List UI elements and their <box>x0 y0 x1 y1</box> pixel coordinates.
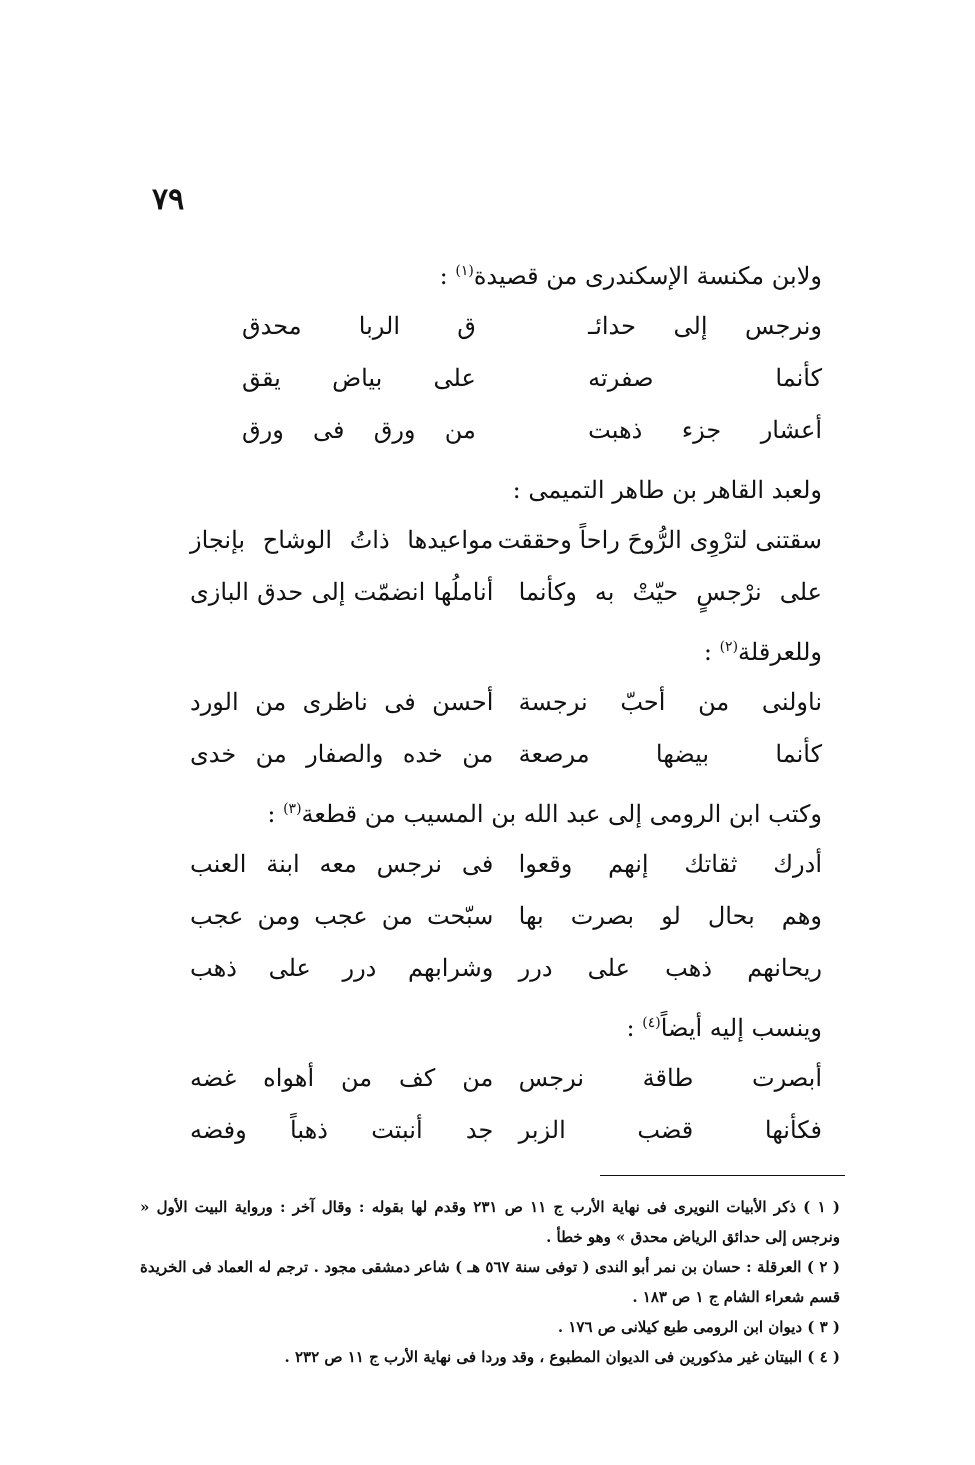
second-hemistich: على بياض يقق <box>242 364 476 392</box>
second-hemistich: أحسن فى ناظرى من الورد <box>190 688 494 716</box>
verse-couplet <box>190 1052 822 1104</box>
section-heading <box>190 780 822 838</box>
first-hemistich: كأنما صفرته <box>588 364 822 392</box>
heading-colon: : <box>512 476 529 504</box>
second-hemistich: من ورق فى ورق <box>242 416 476 444</box>
first-hemistich: ريحانهم ذهب على درر <box>518 954 822 982</box>
second-hemistich: مواعيدها ذاتُ الوشاح بإنجاز <box>190 526 494 554</box>
heading-text: ولعبد القاهر بن طاهر التميمى <box>528 476 822 504</box>
first-hemistich: فكأنها قضب الزبر <box>518 1116 822 1144</box>
first-hemistich: ناولنى من أحبّ نرجسة <box>518 688 822 716</box>
first-hemistich: أبصرت طاقة نرجس <box>518 1064 822 1092</box>
heading-colon: : <box>626 1014 643 1042</box>
section-heading <box>190 456 822 514</box>
verse-couplet <box>190 942 822 994</box>
footnote-marker: (١) <box>455 263 474 279</box>
footnote-separator <box>600 1175 845 1176</box>
verse-couplet <box>190 514 822 566</box>
footnote: ( ١ ) ذكر الأبيات النويرى فى نهاية الأرب ج ١١ ص ٢٣١ وقدم لها بقوله : وقال آخر : ورواية البيت الأول « ونرجس إلى حدائق الرياض محدق » وهو خطأ . <box>140 1198 840 1246</box>
heading-text: وكتب ابن الرومى إلى عبد الله بن المسيب من قطعة <box>301 800 822 828</box>
page-number: ٧٩ <box>152 182 185 217</box>
verse-couplet <box>190 838 822 890</box>
second-hemistich: وشرابهم درر على ذهب <box>190 954 494 982</box>
section-heading <box>190 618 822 676</box>
footnote: ( ٢ ) العرقلة : حسان بن نمر أبو الندى ( توفى سنة ٥٦٧ هـ ) شاعر دمشقى مجود . ترجم له العماد فى الخريدة قسم شعراء الشام ج ١ ص ١٨٣ . <box>140 1258 840 1306</box>
second-hemistich: سبّحت من عجب ومن عجب <box>190 902 494 930</box>
verse-couplet <box>190 676 822 728</box>
heading-colon: : <box>703 638 720 666</box>
first-hemistich: ونرجس إلى حدائـ <box>588 312 822 340</box>
verse-couplet <box>190 566 822 618</box>
second-hemistich: أناملُها انضمّت إلى حدق البازى <box>190 578 494 606</box>
verse-couplet <box>190 404 822 456</box>
second-hemistich: من خده والصفار من خدى <box>190 740 494 768</box>
first-hemistich: على نرْجسٍ حيّتْ به وكأنما <box>518 578 822 606</box>
verse-couplet <box>190 1104 822 1156</box>
first-hemistich: أدرك ثقاتك إنهم وقعوا <box>518 850 822 878</box>
verse-couplet <box>190 352 822 404</box>
verse-couplet <box>190 728 822 780</box>
heading-text: ولابن مكنسة الإسكندرى من قصيدة <box>473 262 822 290</box>
footnote: ( ٣ ) ديوان ابن الرومى طبع كيلانى ص ١٧٦ . <box>557 1318 840 1336</box>
second-hemistich: من كف من أهواه غضه <box>190 1064 494 1092</box>
heading-text: وللعرقلة <box>738 638 822 666</box>
second-hemistich: فى نرجس معه ابنة العنب <box>190 850 494 878</box>
verse-couplet <box>190 890 822 942</box>
first-hemistich: وهم بحال لو بصرت بها <box>518 902 822 930</box>
second-hemistich: جد أنبتت ذهباً وفضه <box>190 1116 494 1144</box>
first-hemistich: أعشار جزء ذهبت <box>588 416 822 444</box>
section-heading <box>190 994 822 1052</box>
footnote-marker: (٢) <box>719 639 739 655</box>
heading-colon: : <box>439 262 456 290</box>
footnote-marker: (٤) <box>642 1015 661 1031</box>
first-hemistich: كأنما بيضها مرصعة <box>518 740 822 768</box>
second-hemistich: ق الربا محدق <box>242 312 476 340</box>
footnote: ( ٤ ) البيتان غير مذكورين فى الديوان المطبوع ، وقد وردا فى نهاية الأرب ج ١١ ص ٢٣٢ . <box>284 1348 840 1366</box>
first-hemistich: سقتنى لترْوِى الرُّوحَ راحاً وحققت <box>497 526 822 554</box>
footnote-marker: (٣) <box>283 801 302 817</box>
poem-body <box>190 242 822 1156</box>
heading-colon: : <box>267 800 284 828</box>
section-heading <box>190 242 822 300</box>
verse-couplet <box>190 300 822 352</box>
heading-text: وينسب إليه أيضاً <box>660 1014 822 1042</box>
footnotes <box>140 1192 840 1372</box>
